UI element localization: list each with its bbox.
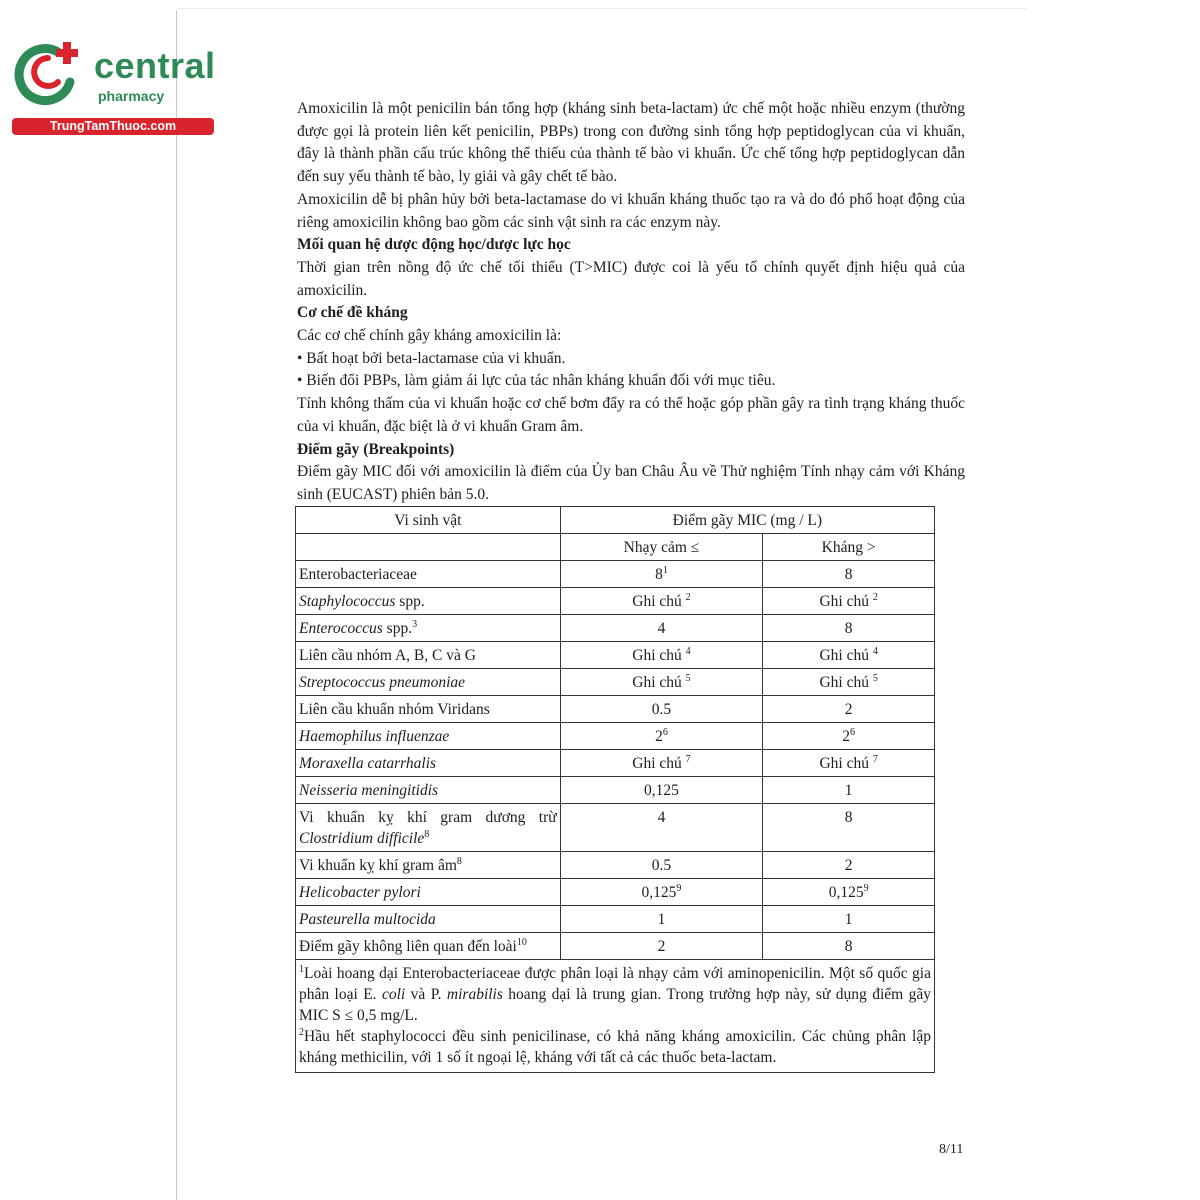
paragraph-t-mic: Thời gian trên nồng độ ức chế tối thiểu (T>MIC) được coi là yếu tố chính quyết định hiệu quả của amoxicilin. <box>297 258 965 299</box>
table-row <box>296 777 935 804</box>
susceptible-cell: $8^1$ <box>560 561 763 588</box>
mic-breakpoint-table <box>295 506 935 1073</box>
resistant-cell: Ghi chú $^7$ <box>763 750 935 777</box>
table-row <box>296 696 935 723</box>
paragraph-impermeability: Tính không thấm của vi khuẩn hoặc cơ chế bơm đẩy ra có thể hoặc góp phần gây ra tình trạng kháng thuốc của vi khuẩn, đặc biệt là ở vi khuẩn Gram âm. <box>297 395 965 435</box>
organism-cell: Pasteurella multocida <box>296 906 561 933</box>
logo-name: central <box>94 45 216 86</box>
organism-cell: Enterobacteriaceae <box>296 561 561 588</box>
resistant-cell: Ghi chú $^4$ <box>763 642 935 669</box>
susceptible-cell: Ghi chú $^2$ <box>560 588 763 615</box>
resistant-cell: 0,125$^9$ <box>763 879 935 906</box>
resistant-cell: 8 <box>763 615 935 642</box>
susceptible-cell: Ghi chú $^4$ <box>560 642 763 669</box>
organism-cell: Streptococcus pneumoniae <box>296 669 561 696</box>
resistant-cell: 1 <box>763 906 935 933</box>
resistant-cell: 8 <box>763 804 935 852</box>
table-row <box>296 852 935 879</box>
susceptible-cell: 0,125 <box>560 777 763 804</box>
table-row <box>296 906 935 933</box>
heading-breakpoints: Điểm gãy (Breakpoints) <box>297 440 455 458</box>
susceptible-cell: 0.5 <box>560 852 763 879</box>
organism-cell: Staphylococcus spp. <box>296 588 561 615</box>
susceptible-cell: 0.5 <box>560 696 763 723</box>
table-row <box>296 561 935 588</box>
resistant-cell: 8 <box>763 933 935 960</box>
susceptible-cell: 2 <box>560 933 763 960</box>
heading-resistance: Cơ chế đề kháng <box>297 304 408 322</box>
susceptible-cell: 4 <box>560 615 763 642</box>
bullet-pbp-alteration: • Biến đổi PBPs, làm giảm ái lực của tác nhân kháng khuẩn đối với mục tiêu. <box>297 372 776 390</box>
bullet-inactivation: • Bất hoạt bởi beta-lactamase của vi khuẩn. <box>297 349 566 367</box>
table-footnotes-row <box>296 960 935 1073</box>
organism-cell: Helicobacter pylori <box>296 879 561 906</box>
page-edge-top <box>177 8 1027 9</box>
organism-cell: Vi khuẩn kỵ khí gram $âm^8$ <box>296 852 561 879</box>
logo-website: TrungTamThuoc.com <box>12 118 214 135</box>
header-empty-cell <box>296 534 561 561</box>
paragraph-resistance-intro: Các cơ chế chính gây kháng amoxicilin là: <box>297 327 562 345</box>
organism-cell: Liên cầu khuẩn nhóm Viridans <box>296 696 561 723</box>
organism-cell: Liên cầu nhóm A, B, C và G <box>296 642 561 669</box>
resistant-cell: Ghi chú $^5$ <box>763 669 935 696</box>
susceptible-cell: Ghi chú $^5$ <box>560 669 763 696</box>
resistant-cell: Ghi chú $^2$ <box>763 588 935 615</box>
resistant-cell: 2 <box>763 852 935 879</box>
susceptible-cell: 0,125$^9$ <box>560 879 763 906</box>
logo-subtitle: pharmacy <box>98 88 165 104</box>
table-row <box>296 615 935 642</box>
header-organism: Vi sinh vật <box>296 507 561 534</box>
table-row <box>296 723 935 750</box>
resistant-cell: $2^6$ <box>763 723 935 750</box>
table-row <box>296 879 935 906</box>
paragraph-beta-lactamase: Amoxicilin dễ bị phân hủy bởi beta-lactamase do vi khuẩn kháng thuốc tạo ra và do đó phổ hoạt động của riêng amoxicilin không bao gồm các sinh vật sinh ra các enzym này. <box>297 190 965 231</box>
table-row <box>296 669 935 696</box>
susceptible-cell: 4 <box>560 804 763 852</box>
resistant-cell: 2 <box>763 696 935 723</box>
header-resistant: Kháng > <box>763 534 935 561</box>
organism-cell: Điểm gãy không liên quan đến loài$^{10}$ <box>296 933 561 960</box>
organism-cell: Moraxella catarrhalis <box>296 750 561 777</box>
page-edge <box>176 10 177 1200</box>
susceptible-cell: $2^6$ <box>560 723 763 750</box>
footnote-1: $^1$Loài hoang dại Enterobacteriaceae được phân loại là nhạy cảm với aminopenicilin. Một số quốc gia phân loại E. coli và P. mirabilis hoang dại là trung gian. Trong trường hợp này, sử dụng điểm gãy MIC S ≤ 0,5 mg/L. <box>299 963 931 1024</box>
table-row <box>296 750 935 777</box>
organism-cell: Neisseria meningitidis <box>296 777 561 804</box>
susceptible-cell: 1 <box>560 906 763 933</box>
document-body <box>297 98 965 507</box>
table-subheader-row <box>296 534 935 561</box>
organism-cell: Haemophilus influenzae <box>296 723 561 750</box>
table-row <box>296 933 935 960</box>
header-mic: Điểm gãy MIC (mg / L) <box>560 507 934 534</box>
pharmacy-cross-icon <box>8 38 88 108</box>
paragraph-eucast: Điểm gãy MIC đối với amoxicilin là điểm của Ủy ban Châu Âu về Thử nghiệm Tính nhạy cảm với Kháng sinh (EUCAST) phiên bản 5.0. <box>297 463 965 503</box>
susceptible-cell: Ghi chú $^7$ <box>560 750 763 777</box>
organism-cell: Vi khuẩn kỵ khí gram dương trừ Clostridium difficile$^8$ <box>296 804 561 852</box>
table-row <box>296 642 935 669</box>
central-pharmacy-logo[interactable] <box>8 38 216 138</box>
resistant-cell: 8 <box>763 561 935 588</box>
heading-pk-pd: Mối quan hệ dược động học/dược lực học <box>297 236 571 254</box>
footnote-2: $^2$Hầu hết staphylococci đều sinh penicilinase, có khả năng kháng amoxicilin. Các chủng phân lập kháng methicilin, với 1 số ít ngoại lệ, kháng với tất cả các thuốc beta-lactam. <box>299 1026 931 1066</box>
paragraph-mechanism: Amoxicilin là một penicilin bán tổng hợp (kháng sinh beta-lactam) ức chế một hoặc nhiều enzym (thường được gọi là protein liên kết penicilin, PBPs) trong con đường sinh tổng hợp peptidoglycan của vi khuẩn, đây là thành phần cấu trúc không thể thiếu của thành tế bào vi khuẩn. Ức chế tổng hợp peptidoglycan dẫn đến suy yếu thành tế bào, ly giải và gây chết tế bào. <box>297 100 965 186</box>
table-row <box>296 588 935 615</box>
organism-cell: Enterococcus spp.$^3$ <box>296 615 561 642</box>
table-header-row <box>296 507 935 534</box>
resistant-cell: 1 <box>763 777 935 804</box>
header-susceptible: Nhạy cảm ≤ <box>560 534 763 561</box>
page-number: 8/11 <box>939 1142 964 1157</box>
footnotes-cell <box>296 960 935 1073</box>
table-row <box>296 804 935 852</box>
